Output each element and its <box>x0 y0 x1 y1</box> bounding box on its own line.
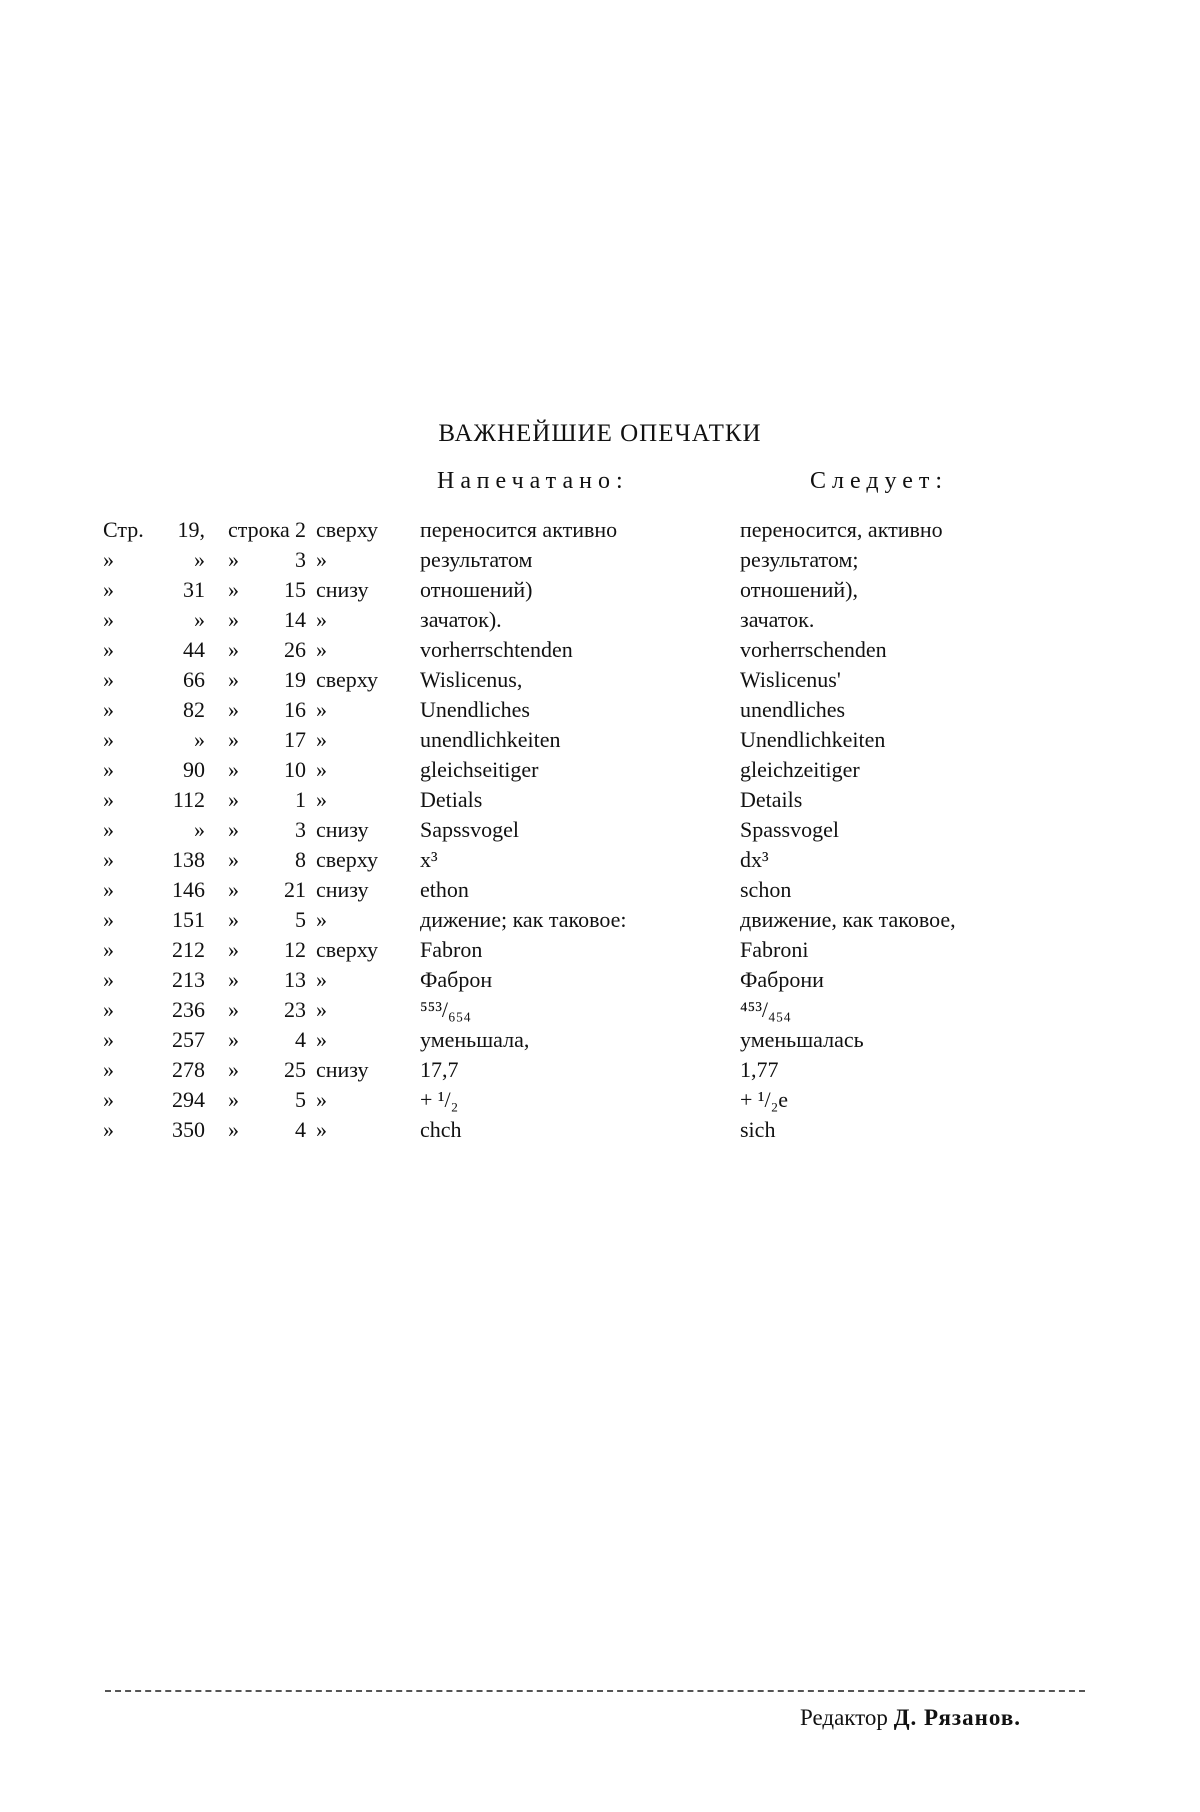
errata-row <box>0 965 1200 995</box>
line-position: » <box>316 637 327 662</box>
page-number: 278 <box>172 1057 205 1082</box>
printed-text: vorherrschtenden <box>420 637 573 662</box>
line-position: » <box>316 997 327 1022</box>
column-header-printed: Напечатано: <box>437 468 629 494</box>
page-label: » <box>103 1117 114 1142</box>
page-label: » <box>103 637 114 662</box>
correct-text: зачаток. <box>740 607 815 632</box>
page-label: » <box>103 817 114 842</box>
printed-text: уменьшала, <box>420 1027 530 1052</box>
page-label: » <box>103 727 114 752</box>
line-label: » <box>228 757 239 782</box>
page-number: 112 <box>172 787 205 812</box>
line-label: » <box>228 1057 239 1082</box>
page-label: » <box>103 877 114 902</box>
line-label: » <box>228 877 239 902</box>
printed-text: ⁵⁵³/₆₅₄ <box>420 997 472 1022</box>
printed-text: дижение; как таковое: <box>420 907 627 932</box>
printed-text: x³ <box>420 847 438 872</box>
errata-row <box>0 725 1200 755</box>
line-position: сверху <box>316 847 378 872</box>
line-position: снизу <box>316 877 369 902</box>
line-label: » <box>228 727 239 752</box>
correct-text: Unendlichkeiten <box>740 727 886 752</box>
printed-text: gleichseitiger <box>420 757 539 782</box>
correct-text: Wislicenus' <box>740 667 841 692</box>
line-number: 15 <box>284 577 306 602</box>
page-title: ВАЖНЕЙШИЕ ОПЕЧАТКИ <box>438 420 762 447</box>
line-number: 25 <box>284 1057 306 1082</box>
page-label: Стр. <box>103 517 144 542</box>
page-label: » <box>103 1057 114 1082</box>
errata-row <box>0 1085 1200 1115</box>
correct-text: результатом; <box>740 547 859 572</box>
page-number: 146 <box>172 877 205 902</box>
printed-text: отношений) <box>420 577 533 602</box>
errata-row <box>0 875 1200 905</box>
column-header-correct: Следует: <box>810 468 949 494</box>
correct-text: переносится, активно <box>740 517 943 542</box>
page-number: » <box>194 607 205 632</box>
line-label: » <box>228 1087 239 1112</box>
correct-text: Фаброни <box>740 967 824 992</box>
line-number: 3 <box>295 817 306 842</box>
correct-text: schon <box>740 877 792 902</box>
line-number: 10 <box>284 757 306 782</box>
correct-text: gleichzeitiger <box>740 757 860 782</box>
page-label: » <box>103 997 114 1022</box>
printed-text: chch <box>420 1117 462 1142</box>
correct-text: Spassvogel <box>740 817 839 842</box>
line-label: » <box>228 637 239 662</box>
page-label: » <box>103 757 114 782</box>
correct-text: отношений), <box>740 577 858 602</box>
line-number: 8 <box>295 847 306 872</box>
line-position: » <box>316 787 327 812</box>
errata-row <box>0 665 1200 695</box>
line-number: 13 <box>284 967 306 992</box>
line-label: строка <box>228 517 290 542</box>
line-label: » <box>228 997 239 1022</box>
printed-text: unendlichkeiten <box>420 727 561 752</box>
page-number: 44 <box>183 637 205 662</box>
errata-row <box>0 605 1200 635</box>
line-number: 19 <box>284 667 306 692</box>
page-label: » <box>103 1087 114 1112</box>
line-position: сверху <box>316 667 378 692</box>
line-number: 5 <box>295 1087 306 1112</box>
errata-row <box>0 995 1200 1025</box>
errata-row <box>0 545 1200 575</box>
correct-text: движение, как таковое, <box>740 907 956 932</box>
page-number: 31 <box>183 577 205 602</box>
line-label: » <box>228 907 239 932</box>
correct-text: Details <box>740 787 803 812</box>
line-number: 4 <box>295 1027 306 1052</box>
line-label: » <box>228 547 239 572</box>
page-number: 294 <box>172 1087 205 1112</box>
correct-text: ⁴⁵³/₄₅₄ <box>740 997 792 1022</box>
page-label: » <box>103 667 114 692</box>
correct-text: unendliches <box>740 697 846 722</box>
page-number: 138 <box>172 847 205 872</box>
line-position: » <box>316 1117 327 1142</box>
errata-row <box>0 575 1200 605</box>
printed-text: результатом <box>420 547 533 572</box>
page-label: » <box>103 697 114 722</box>
separator-line <box>105 1690 1085 1692</box>
line-position: » <box>316 907 327 932</box>
printed-text: + ¹/₂ <box>420 1087 459 1112</box>
errata-row <box>0 635 1200 665</box>
page-number: 66 <box>183 667 205 692</box>
correct-text: Fabroni <box>740 937 809 962</box>
line-label: » <box>228 787 239 812</box>
line-number: 4 <box>295 1117 306 1142</box>
line-position: » <box>316 727 327 752</box>
correct-text: уменьшалась <box>740 1027 864 1052</box>
editor-credit <box>800 1705 1021 1731</box>
page-label: » <box>103 577 114 602</box>
errata-row <box>0 1115 1200 1145</box>
page-label: » <box>103 937 114 962</box>
line-position: снизу <box>316 817 369 842</box>
line-position: » <box>316 967 327 992</box>
page-number: 82 <box>183 697 205 722</box>
errata-row <box>0 515 1200 545</box>
line-label: » <box>228 697 239 722</box>
line-position: » <box>316 697 327 722</box>
correct-text: dx³ <box>740 847 769 872</box>
line-number: 17 <box>284 727 306 752</box>
line-position: сверху <box>316 517 378 542</box>
line-number: 5 <box>295 907 306 932</box>
printed-text: Wislicenus, <box>420 667 523 692</box>
page-label: » <box>103 787 114 812</box>
printed-text: Фаброн <box>420 967 493 992</box>
printed-text: Fabron <box>420 937 483 962</box>
correct-text: 1,77 <box>740 1057 779 1082</box>
line-label: » <box>228 817 239 842</box>
correct-text: + ¹/₂e <box>740 1087 789 1112</box>
page-number: 257 <box>172 1027 205 1052</box>
line-number: 23 <box>284 997 306 1022</box>
page-number: » <box>194 547 205 572</box>
line-number: 16 <box>284 697 306 722</box>
correct-text: vorherrschenden <box>740 637 887 662</box>
page-number: 151 <box>172 907 205 932</box>
page-number: 212 <box>172 937 205 962</box>
line-position: » <box>316 757 327 782</box>
editor-name: Д. Рязанов. <box>893 1705 1022 1730</box>
line-position: » <box>316 1027 327 1052</box>
line-number: 1 <box>295 787 306 812</box>
editor-label: Редактор <box>800 1705 888 1730</box>
page-label: » <box>103 1027 114 1052</box>
page-number: » <box>194 817 205 842</box>
line-position: » <box>316 547 327 572</box>
errata-row <box>0 1055 1200 1085</box>
line-position: снизу <box>316 1057 369 1082</box>
page-number: 90 <box>183 757 205 782</box>
line-number: 12 <box>284 937 306 962</box>
correct-text: sich <box>740 1117 776 1142</box>
line-number: 14 <box>284 607 306 632</box>
line-position: » <box>316 1087 327 1112</box>
line-label: » <box>228 607 239 632</box>
line-label: » <box>228 967 239 992</box>
errata-table <box>0 515 1200 1145</box>
line-number: 21 <box>284 877 306 902</box>
errata-row <box>0 905 1200 935</box>
page-label: » <box>103 607 114 632</box>
line-label: » <box>228 937 239 962</box>
errata-row <box>0 935 1200 965</box>
printed-text: переносится активно <box>420 517 618 542</box>
errata-row <box>0 695 1200 725</box>
errata-row <box>0 785 1200 815</box>
printed-text: Detials <box>420 787 483 812</box>
line-label: » <box>228 577 239 602</box>
line-position: » <box>316 607 327 632</box>
page-label: » <box>103 907 114 932</box>
line-label: » <box>228 1027 239 1052</box>
line-number: 2 <box>295 517 306 542</box>
page-label: » <box>103 967 114 992</box>
page-number: 19, <box>177 517 205 542</box>
printed-text: Unendliches <box>420 697 530 722</box>
errata-row <box>0 1025 1200 1055</box>
page-number: 236 <box>172 997 205 1022</box>
printed-text: Sapssvogel <box>420 817 519 842</box>
errata-row <box>0 755 1200 785</box>
line-label: » <box>228 1117 239 1142</box>
line-position: снизу <box>316 577 369 602</box>
page-label: » <box>103 847 114 872</box>
page-number: 213 <box>172 967 205 992</box>
line-label: » <box>228 847 239 872</box>
line-number: 26 <box>284 637 306 662</box>
line-label: » <box>228 667 239 692</box>
printed-text: зачаток). <box>420 607 502 632</box>
page-label: » <box>103 547 114 572</box>
page-number: 350 <box>172 1117 205 1142</box>
errata-row <box>0 815 1200 845</box>
printed-text: 17,7 <box>420 1057 459 1082</box>
line-position: сверху <box>316 937 378 962</box>
errata-row <box>0 845 1200 875</box>
page-number: » <box>194 727 205 752</box>
line-number: 3 <box>295 547 306 572</box>
printed-text: ethon <box>420 877 469 902</box>
